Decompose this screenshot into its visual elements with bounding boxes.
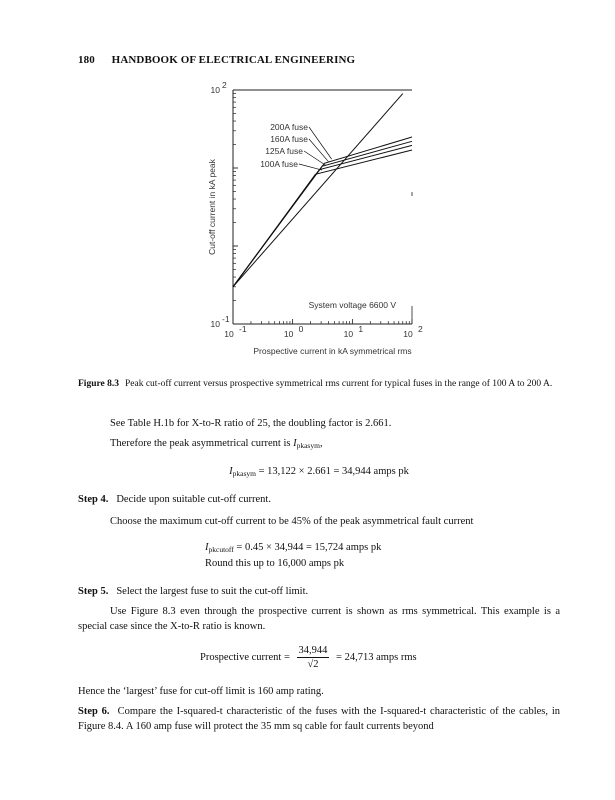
series-line-limit [233, 94, 403, 287]
equation-pkasym [78, 464, 560, 481]
y-tick-label: 10 [210, 319, 220, 329]
plot-area [207, 82, 423, 356]
peak-asym-symbol: I [293, 438, 297, 449]
peak-asym-comma: , [319, 438, 323, 449]
x-tick-exponent: 2 [418, 324, 423, 334]
y-tick-exponent: 2 [222, 82, 227, 90]
series-leader-line [299, 164, 322, 170]
eq2-rhs: = 0.45 × 34,944 = 15,724 amps pk [233, 542, 382, 553]
caption-label: Figure 8.3 [78, 379, 119, 389]
eq3-lhs: Prospective current = [200, 651, 290, 663]
step-4-label: Step 4. [78, 494, 109, 505]
x-tick-exponent: 0 [298, 324, 304, 334]
x-tick-exponent: -1 [239, 324, 247, 334]
paragraph-use-figure: Use Figure 8.3 even through the prospective current is shown as rms symmetrical. This example is a special case since the X-to-R ratio is known. [78, 606, 560, 632]
equation-round-up: Round this up to 16,000 amps pk [205, 558, 345, 569]
eq3-denominator: √2 [307, 659, 319, 670]
voltage-annotation: System voltage 6600 V [308, 300, 397, 311]
figure-caption [78, 378, 558, 391]
step-4 [78, 492, 560, 507]
series-leader-line [304, 151, 326, 165]
step-6 [78, 704, 560, 734]
running-header [78, 54, 355, 66]
eq2-symbol: I [205, 542, 209, 553]
x-tick-label: 10 [403, 329, 413, 339]
eq1-symbol: I [229, 466, 233, 477]
paragraph-choose-cutoff: Choose the maximum cut-off current to be 45% of the peak asymmetrical fault current [110, 516, 474, 527]
paragraph-largest-fuse: Hence the ‘largest’ fuse for cut-off limit is 160 amp rating. [78, 686, 324, 697]
step-6-text: Compare the I-squared-t characteristic of the fuses with the I-squared-t characteristic of the cables, in Figure 8.4. A 160 amp fuse will protect the 35 mm sq cable for fault currents beyond [78, 706, 560, 732]
peak-asym-subscript: pkasym [296, 441, 320, 450]
fuse-cutoff-chart [190, 82, 450, 372]
step-5-text: Select the largest fuse to suit the cut-off limit. [116, 586, 309, 597]
step-5-label: Step 5. [78, 586, 109, 597]
x-tick-label: 10 [283, 329, 294, 339]
x-tick-exponent: 1 [358, 324, 364, 334]
x-tick-label: 10 [343, 329, 354, 339]
x-axis-label: Prospective current in kA symmetrical rms [253, 346, 412, 356]
series-label-100a-fuse: 100A fuse [260, 159, 298, 169]
caption-text: Peak cut-off current versus prospective symmetrical rms current for typical fuses in the range of 100 A to 200 A. [125, 379, 553, 389]
series-label-200a-fuse: 200A fuse [270, 122, 308, 132]
page-number: 180 [78, 54, 95, 66]
y-axis-label: Cut-off current in kA peak [207, 159, 217, 255]
paragraph-peak-asym [110, 436, 560, 453]
step-5 [78, 584, 560, 599]
series-line-100a-fuse [233, 150, 412, 287]
series-label-160a-fuse: 160A fuse [270, 134, 308, 144]
y-tick-label: 10 [210, 85, 220, 95]
eq3-fraction [297, 644, 330, 671]
eq1-subscript: pkasym [232, 469, 257, 478]
step-4-text: Decide upon suitable cut-off current. [116, 494, 271, 505]
series-label-125a-fuse: 125A fuse [265, 146, 303, 156]
equation-prospective [200, 644, 417, 671]
running-title: HANDBOOK OF ELECTRICAL ENGINEERING [111, 54, 356, 66]
eq3-rhs: = 24,713 amps rms [336, 651, 417, 663]
eq2-subscript: pkcutoff [208, 545, 234, 554]
paragraph-doubling-factor: See Table H.1b for X-to-R ratio of 25, the doubling factor is 2.661. [110, 418, 392, 429]
eq3-numerator: 34,944 [298, 645, 328, 656]
y-tick-exponent: -1 [222, 314, 230, 324]
peak-asym-text: Therefore the peak asymmetrical current is [110, 438, 294, 449]
step-6-label: Step 6. [78, 706, 110, 717]
eq1-rhs: = 13,122 × 2.661 = 34,944 amps pk [256, 466, 409, 477]
x-tick-label: 10 [224, 329, 234, 339]
equation-pkcutoff [205, 540, 381, 557]
